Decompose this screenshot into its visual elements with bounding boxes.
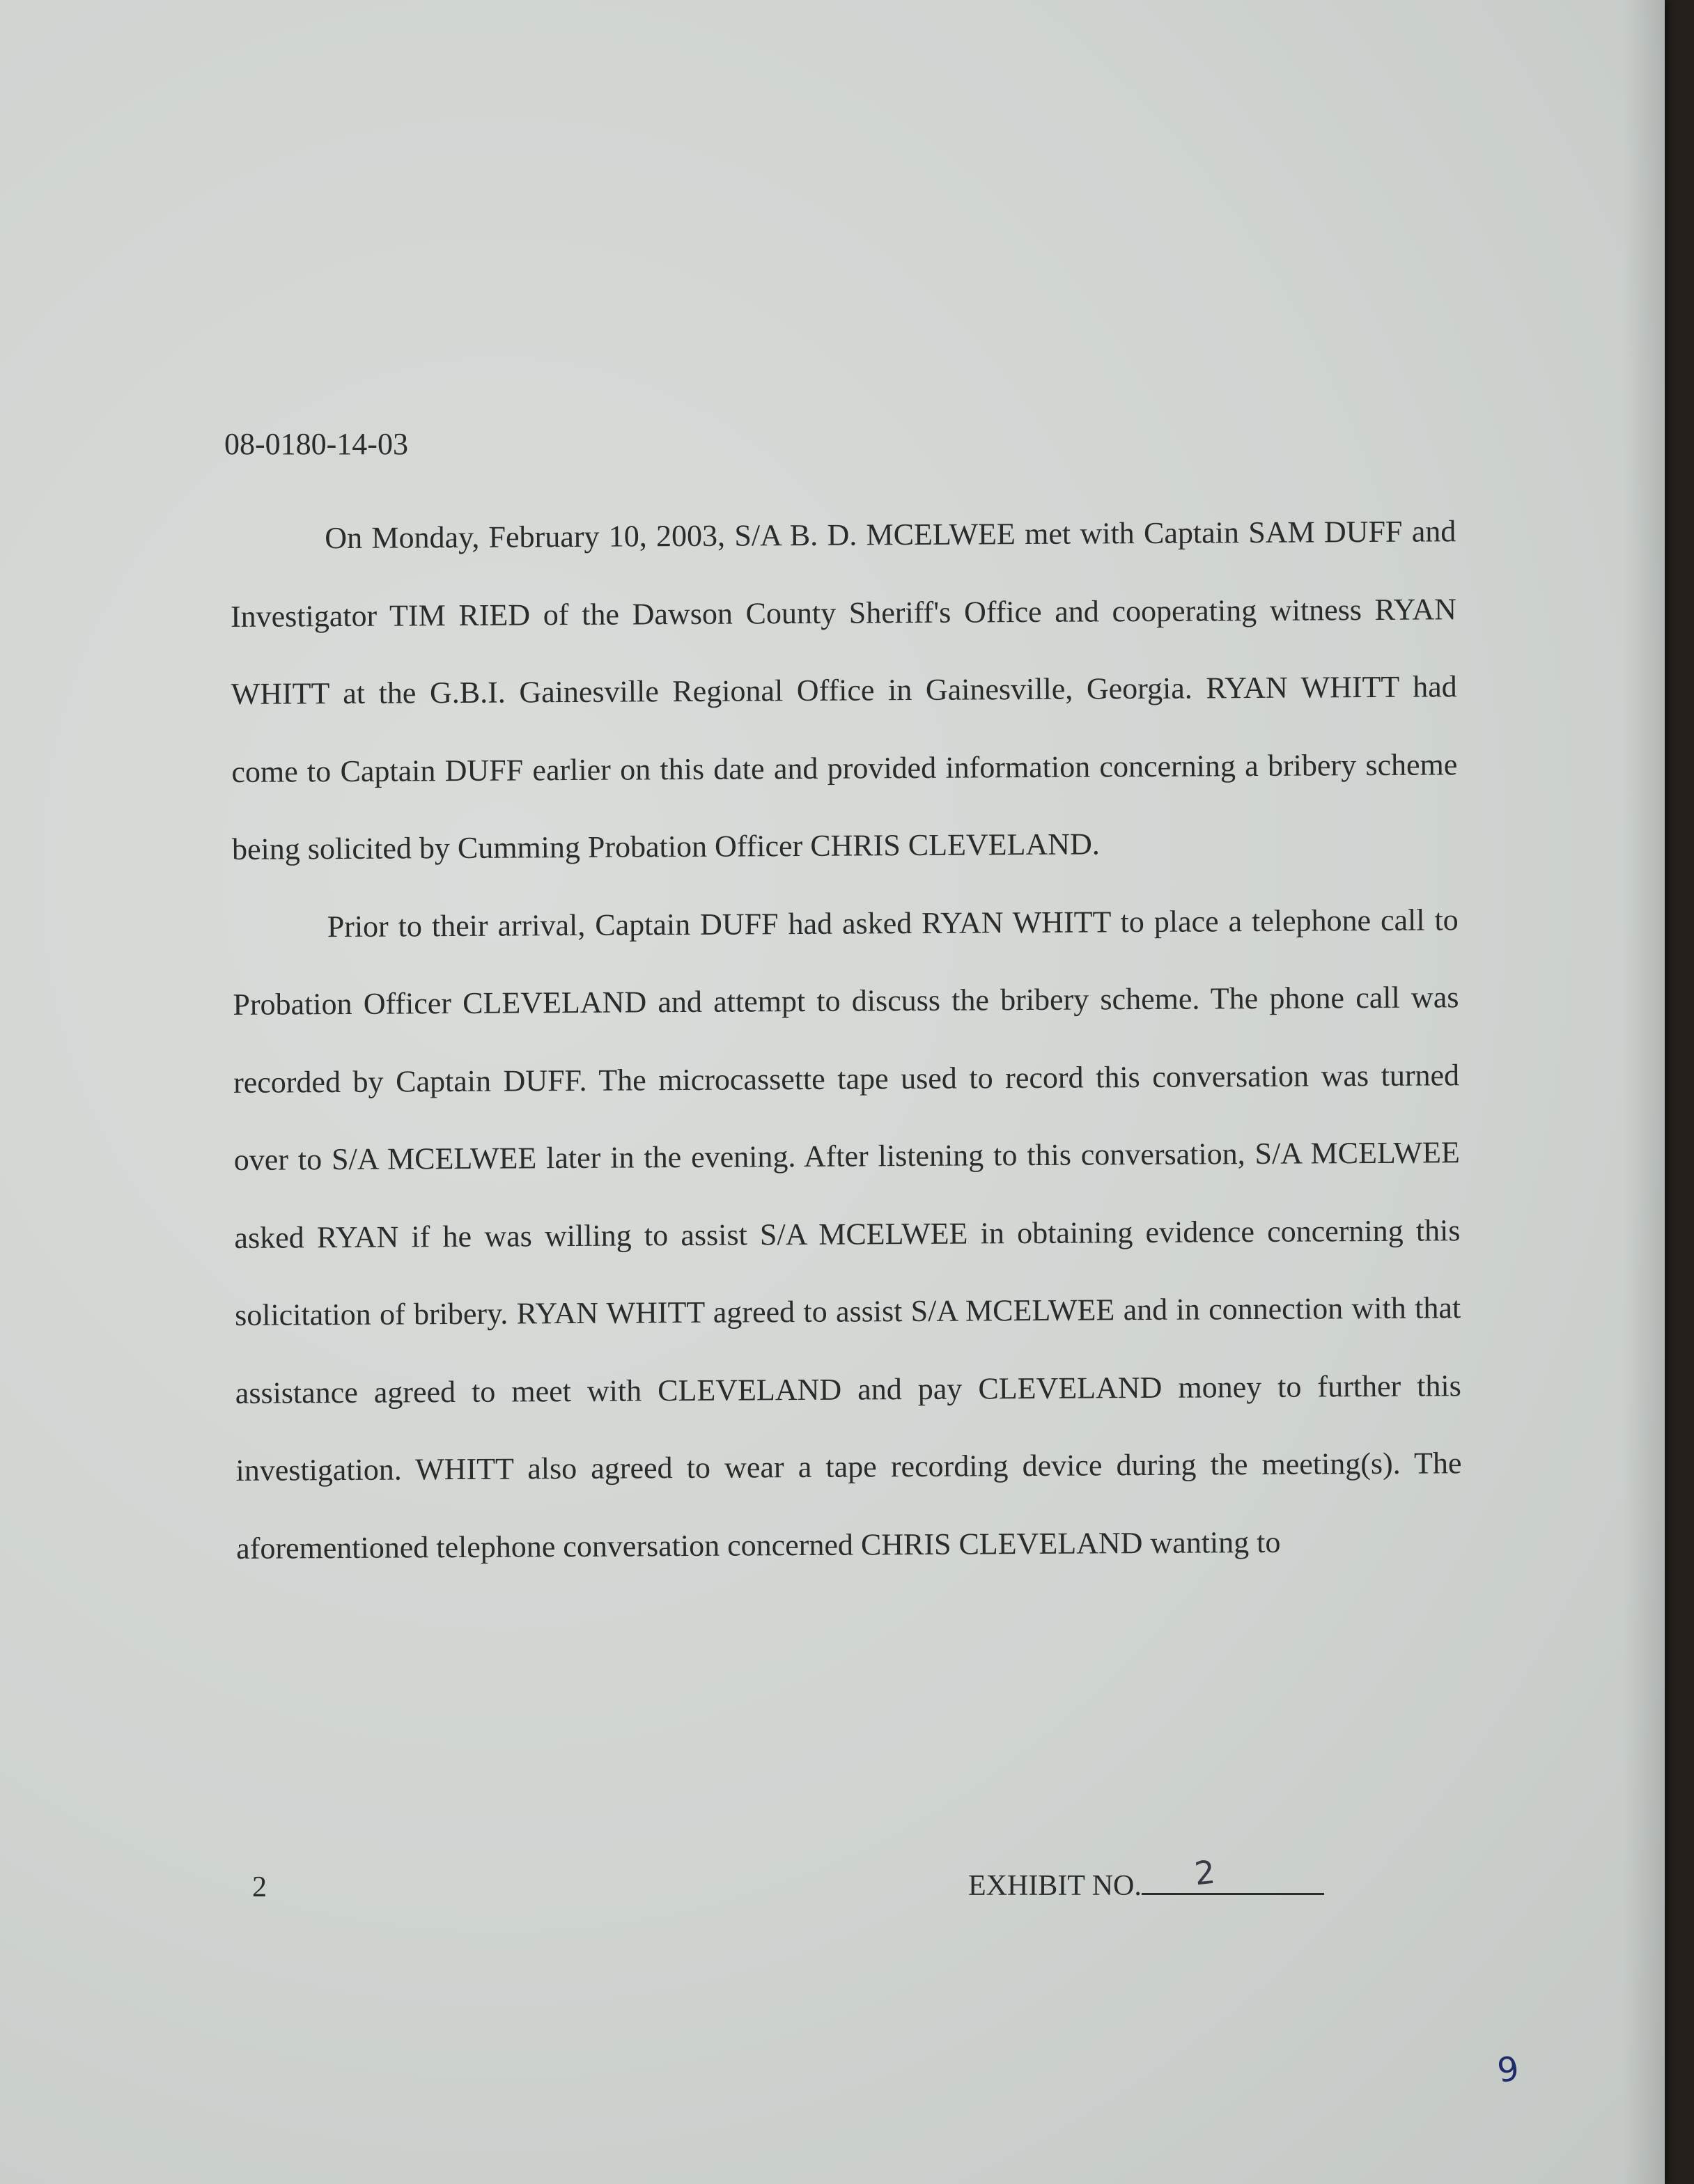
exhibit-label-row bbox=[968, 1852, 1324, 1903]
report-body bbox=[230, 492, 1463, 1587]
paragraph-2: Prior to their arrival, Captain DUFF had asked RYAN WHITT to place a telephone call to Probation Officer CLEVELAND and attempt to discuss the bribery scheme. The phone call was recorded by Captain DUFF. The microcassette tape used to record this conversation was turned over to S/A MCELWEE later in the evening. After listening to this conversation, S/A MCELWEE asked RYAN if he was willing to assist S/A MCELWEE in obtaining evidence concerning this solicitation of bribery. RYAN WHITT agreed to assist S/A MCELWEE and in connection with that assistance agreed to meet with CLEVELAND and pay CLEVELAND money to further this investigation. WHITT also agreed to wear a tape recording device during the meeting(s). The aforementioned telephone conversation concerned CHRIS CLEVELAND wanting to bbox=[233, 902, 1462, 1566]
exhibit-blank-line bbox=[1142, 1852, 1324, 1895]
page-edge-shadow bbox=[1623, 0, 1665, 2184]
page-number: 2 bbox=[252, 1871, 267, 1903]
handwritten-page-mark: 9 bbox=[1495, 2049, 1522, 2091]
file-number: 08-0180-14-03 bbox=[224, 427, 408, 461]
exhibit-label: EXHIBIT NO. bbox=[968, 1870, 1142, 1902]
exhibit-number-handwritten: 2 bbox=[1192, 1852, 1217, 1893]
paragraph-1: On Monday, February 10, 2003, S/A B. D. MCELWEE met with Captain SAM DUFF and Investigator TIM RIED of the Dawson County Sheriff's Office and cooperating witness RYAN WHITT at the G.B.I. Gainesville Regional Office in Gainesville, Georgia. RYAN WHITT had come to Captain DUFF earlier on this date and provided information concerning a bribery scheme being solicited by Cumming Probation Officer CHRIS CLEVELAND. bbox=[230, 514, 1458, 866]
